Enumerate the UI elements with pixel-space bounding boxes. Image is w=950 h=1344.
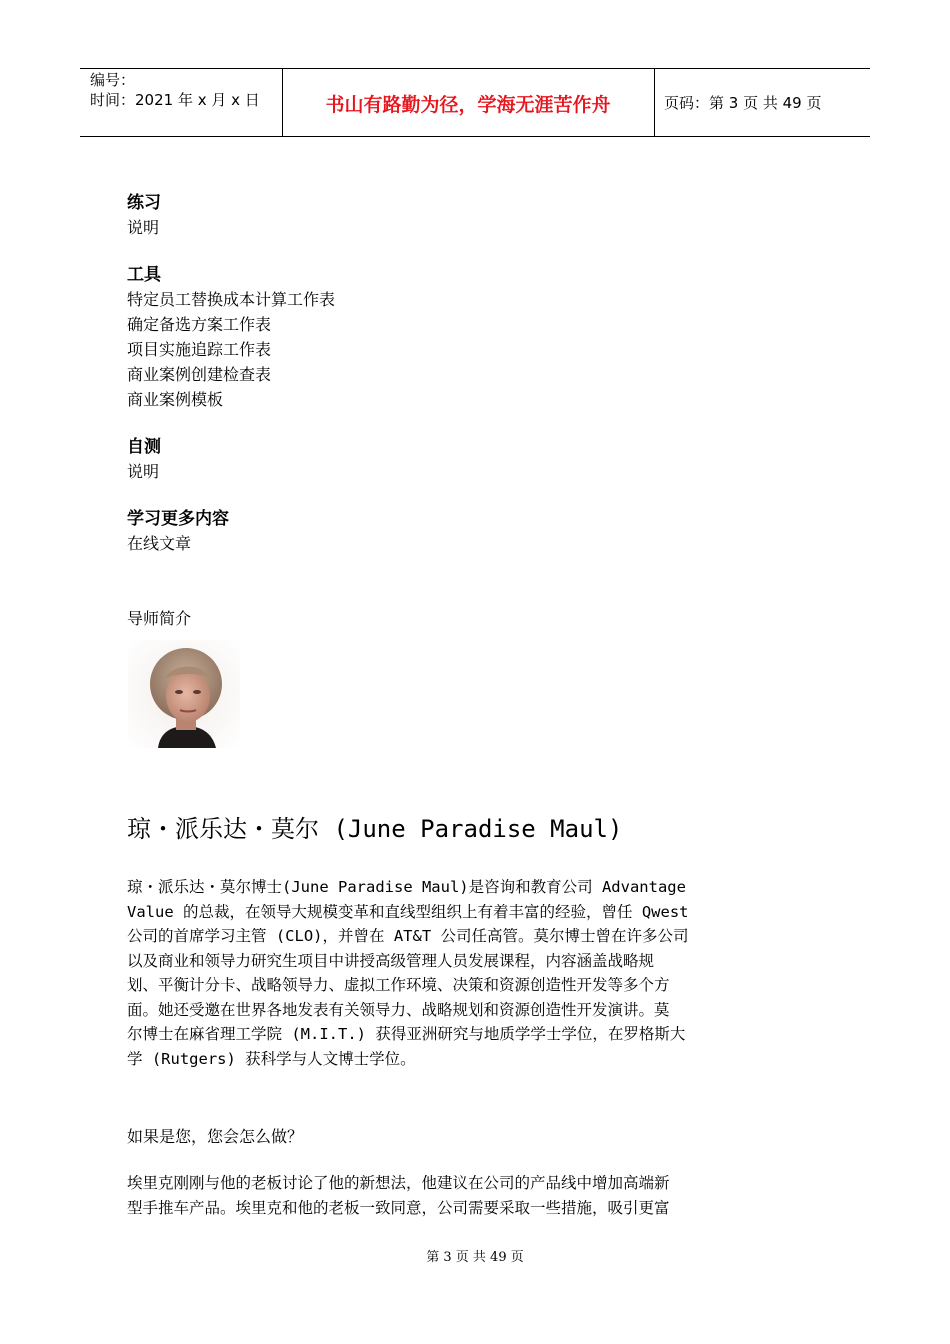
bio-line: 面。她还受邀在世界各地发表有关领导力、战略规划和资源创造性开发演讲。莫 [127,1000,670,1019]
header-top-rule [80,68,870,69]
bio-line: 公司的首席学习主管 (CLO)，并曾在 AT&T 公司任高管。莫尔博士曾在许多公司 [127,927,689,945]
header-bottom-rule [80,136,870,137]
tools-item: 确定备选方案工作表 [127,315,272,334]
mentor-intro-label: 导师简介 [127,609,192,628]
bio-line: 学 (Rutgers) 获科学与人文博士学位。 [127,1049,416,1068]
mentor-photo [128,640,240,748]
section-title-tools: 工具 [127,265,161,285]
bio-line: Value 的总裁，在领导大规模变革和直线型组织上有着丰富的经验，曾任 Qwest [127,902,689,921]
page-footer: 第 3 页 共 49 页 [426,1250,524,1265]
mentor-name-heading: 琼・派乐达・莫尔 (June Paradise Maul) [127,815,623,843]
header-motto: 书山有路勤为径，学海无涯苦作舟 [325,94,611,116]
section-title-learn-more: 学习更多内容 [127,509,229,529]
bio-line: 以及商业和领导力研究生项目中讲授高级管理人员发展课程，内容涵盖战略规 [127,951,655,970]
question-heading: 如果是您，您会怎么做？ [127,1127,304,1146]
header-number: 编号： [90,71,136,89]
learn-more-item: 在线文章 [127,534,192,553]
header-time: 时间：2021 年 x 月 x 日 [90,91,260,109]
header-page-number: 页码：第 3 页 共 49 页 [664,94,822,112]
practice-item: 说明 [127,218,160,237]
bio-line: 划、平衡计分卡、战略领导力、虚拟工作环境、决策和资源创造性开发等多个方 [127,976,670,994]
section-title-practice: 练习 [127,193,161,213]
scenario-line: 型手推车产品。埃里克和他的老板一致同意，公司需要采取一些措施，吸引更富 [127,1198,670,1217]
tools-item: 特定员工替换成本计算工作表 [127,290,336,309]
mentor-bio [127,875,807,1071]
header-divider-right [654,68,655,137]
scenario-text [127,1171,807,1220]
tools-item: 项目实施追踪工作表 [127,340,272,359]
bio-line: 琼・派乐达・莫尔博士(June Paradise Maul)是咨询和教育公司 Advantage [127,878,686,896]
bio-line: 尔博士在麻省理工学院 (M.I.T.) 获得亚洲研究与地质学学士学位，在罗格斯大 [127,1025,686,1043]
tools-item: 商业案例模板 [127,390,224,409]
scenario-line: 埃里克刚刚与他的老板讨论了他的新想法，他建议在公司的产品线中增加高端新 [127,1174,670,1192]
section-title-selftest: 自测 [127,437,161,457]
tools-item: 商业案例创建检查表 [127,365,272,384]
mentor-portrait-drawing [128,640,240,748]
selftest-item: 说明 [127,462,160,481]
